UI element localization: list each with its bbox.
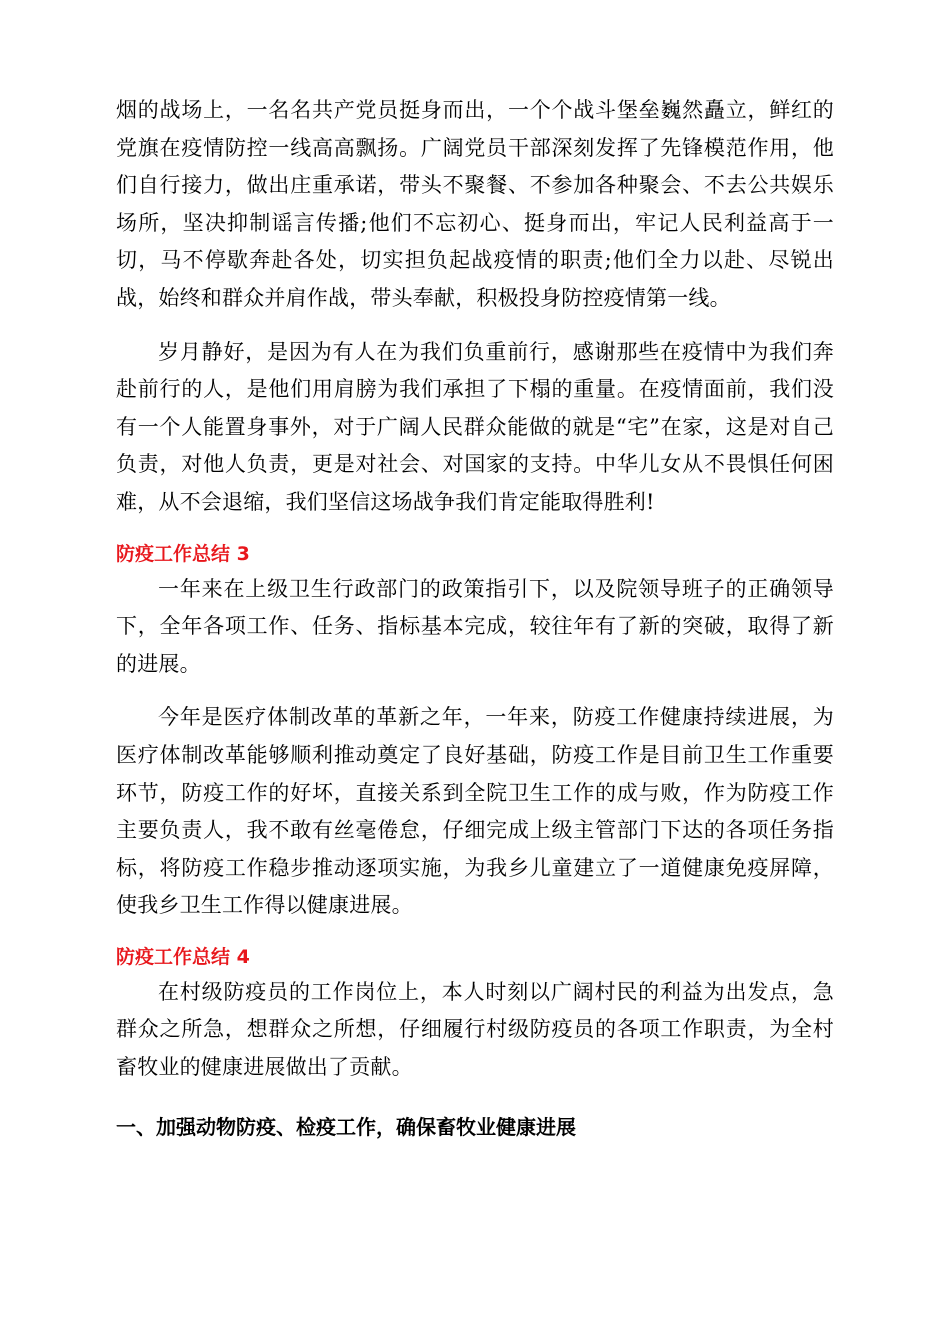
paragraph-annual-progress: 一年来在上级卫生行政部门的政策指引下，以及院领导班子的正确领导下，全年各项工作、任务、指标基本完成，较往年有了新的突破，取得了新的进展。 — [116, 576, 834, 676]
section-heading-summary-4: 防疫工作总结 4 — [116, 945, 250, 968]
paragraph-gratitude: 岁月静好，是因为有人在为我们负重前行，感谢那些在疫情中为我们奔赴前行的人，是他们用肩膀为我们承担了下榻的重量。在疫情面前，我们没有一个人能置身事外，对于广阔人民群众能做的就是“宅”在家，这是对自己负责，对他人负责，更是对社会、对国家的支持。中华儿女从不畏惧任何困难，从不会退缩，我们坚信这场战争我们肯定能取得胜利! — [116, 339, 834, 514]
subsection-heading-animal-epidemic: 一、加强动物防疫、检疫工作，确保畜牧业健康进展 — [116, 1114, 576, 1139]
paragraph-village-epidemic-worker: 在村级防疫员的工作岗位上，本人时刻以广阔村民的利益为出发点，急群众之所急，想群众之所想，仔细履行村级防疫员的各项工作职责，为全村畜牧业的健康进展做出了贡献。 — [116, 979, 834, 1080]
paragraph-party-members: 烟的战场上，一名名共产党员挺身而出，一个个战斗堡垒巍然矗立，鲜红的党旗在疫情防控一线高高飘扬。广阔党员干部深刻发挥了先锋模范作用，他们自行接力，做出庄重承诺，带头不聚餐、不参加各种聚会、不去公共娱乐场所，坚决抑制谣言传播;他们不忘初心、挺身而出，牢记人民利益高于一切，马不停歇奔赴各处，切实担负起战疫情的职责;他们全力以赴、尽锐出战，始终和群众并肩作战，带头奉献，积极投身防控疫情第一线。 — [116, 98, 834, 310]
section-heading-summary-3: 防疫工作总结 3 — [116, 542, 250, 565]
document-page — [116, 92, 834, 1145]
paragraph-medical-reform: 今年是医疗体制改革的革新之年，一年来，防疫工作健康持续进展，为医疗体制改革能够顺利推动奠定了良好基础，防疫工作是目前卫生工作重要环节，防疫工作的好坏，直接关系到全院卫生工作的成与败，作为防疫工作主要负责人，我不敢有丝毫倦怠，仔细完成上级主管部门下达的各项任务指标，将防疫工作稳步推动逐项实施，为我乡儿童建立了一道健康免疫屏障，使我乡卫生工作得以健康进展。 — [116, 705, 834, 918]
